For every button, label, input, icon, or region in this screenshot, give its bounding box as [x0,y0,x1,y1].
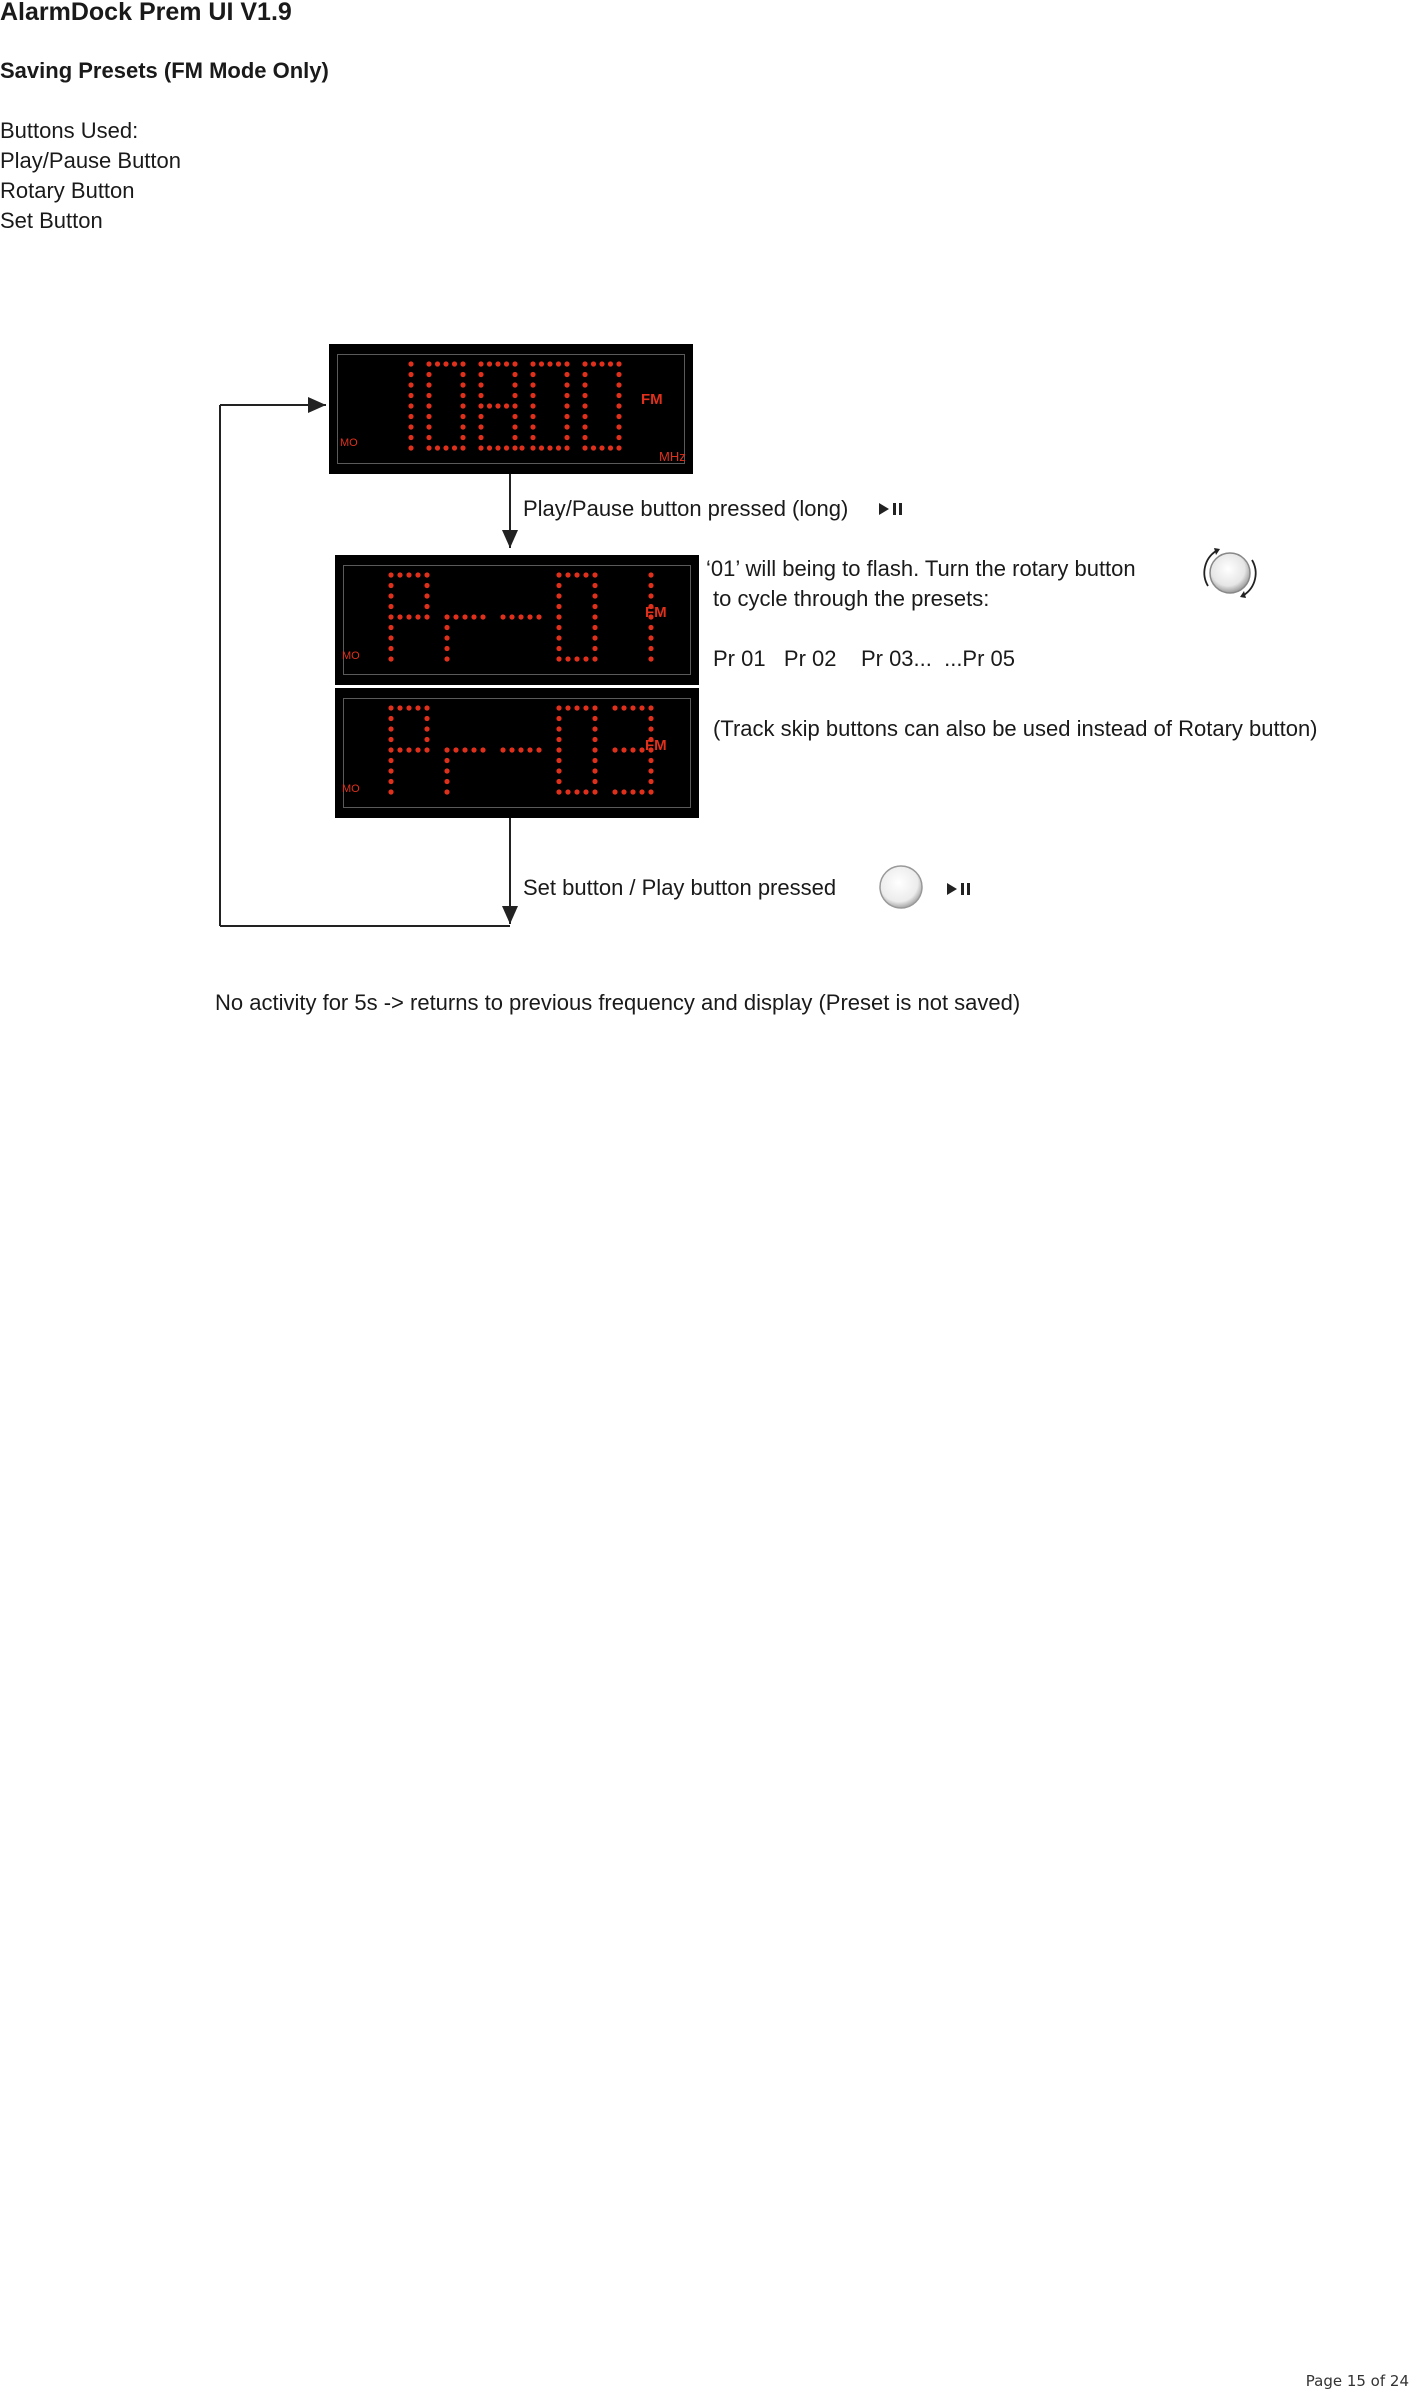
lcd-dot [582,372,587,377]
lcd-dot [556,716,561,721]
lcd-dot [426,372,431,377]
lcd-dot [426,445,431,450]
lcd-dot [564,382,569,387]
lcd-dot [462,614,467,619]
lcd-dot [630,747,635,752]
button-list-item: Play/Pause Button [0,148,182,173]
lcd-dot [556,635,561,640]
lcd-dot [621,705,626,710]
lcd-dot [388,705,393,710]
lcd-dot [388,572,393,577]
lcd-dot [582,414,587,419]
lcd-dot [406,747,411,752]
lcd-dot [565,656,570,661]
lcd-dot [574,656,579,661]
lcd-dot [648,656,653,661]
lcd-dot [539,361,544,366]
play-pause-icon [878,502,904,516]
buttons-used-heading: Buttons Used: [0,118,139,143]
lcd-dot [556,768,561,773]
lcd-dot [460,414,465,419]
lcd-dot [583,789,588,794]
lcd-dot [408,361,413,366]
lcd-dot [556,614,561,619]
lcd-dot [453,614,458,619]
lcd-dot [408,414,413,419]
lcd-dot [388,737,393,742]
lcd-dot [444,758,449,763]
lcd-dot [426,435,431,440]
timeout-note: No activity for 5s -> returns to previous frequency and display (Preset is not saved) [215,990,1021,1015]
lcd-dot [408,393,413,398]
lcd-dot [582,424,587,429]
lcd-dot [460,372,465,377]
play-pause-icon [946,882,972,896]
lcd-dot [424,716,429,721]
lcd-dot [564,424,569,429]
lcd-dot [556,789,561,794]
lcd-dot [478,435,483,440]
lcd-dot [530,403,535,408]
lcd-dot [471,747,476,752]
lcd-dot [539,445,544,450]
lcd-dot [408,435,413,440]
lcd-dot [388,625,393,630]
lcd-dot [582,393,587,398]
lcd-dot [504,361,509,366]
lcd-dot [648,583,653,588]
lcd-dot [582,435,587,440]
lcd-dot [478,393,483,398]
lcd-dot [530,361,535,366]
lcd-dot [435,361,440,366]
lcd-dot [512,445,517,450]
lcd-dot [444,747,449,752]
lcd-dot [478,445,483,450]
lcd-dot [599,361,604,366]
lcd-dot [564,361,569,366]
lcd-dot [556,361,561,366]
lcd-dot [406,572,411,577]
lcd-dot [388,646,393,651]
fm-indicator: FM [645,737,667,754]
lcd-dot [556,656,561,661]
fm-indicator: FM [645,604,667,621]
lcd-dot [648,635,653,640]
lcd-dot [556,604,561,609]
lcd-dot [462,747,467,752]
lcd-dot [582,361,587,366]
lcd-dot [444,789,449,794]
lcd-dot [536,747,541,752]
lcd-dot [460,435,465,440]
lcd-dot [388,583,393,588]
lcd-dot [583,656,588,661]
lcd-dot [406,614,411,619]
lcd-display-preset-01 [335,555,699,685]
lcd-dot [426,382,431,387]
lcd-dot [564,403,569,408]
lcd-dot [639,789,644,794]
lcd-dot [426,393,431,398]
lcd-dot [592,604,597,609]
lcd-dot [415,614,420,619]
lcd-dot [574,572,579,577]
lcd-dot [592,789,597,794]
lcd-dot [565,789,570,794]
lcd-dot [592,614,597,619]
lcd-dot [426,361,431,366]
lcd-dot [478,403,483,408]
lcd-dot [592,635,597,640]
lcd-dot [424,737,429,742]
lcd-dot [639,705,644,710]
lcd-dot [512,361,517,366]
lcd-dot [630,705,635,710]
lcd-dot [388,747,393,752]
lcd-dot [536,614,541,619]
lcd-dot [495,361,500,366]
lcd-dot [592,646,597,651]
lcd-dot [397,572,402,577]
lcd-dot [648,572,653,577]
lcd-dot [556,583,561,588]
page-number: Page 15 of 24 [1305,2372,1409,2390]
lcd-dot [621,789,626,794]
lcd-dot [592,705,597,710]
lcd-dot [460,445,465,450]
lcd-dot [583,705,588,710]
lcd-dot [460,403,465,408]
lcd-dot [547,361,552,366]
lcd-dot [397,747,402,752]
lcd-dot [478,361,483,366]
lcd-dot [556,572,561,577]
lcd-dot [460,424,465,429]
lcd-dot [487,445,492,450]
lcd-dot [388,656,393,661]
lcd-dot [512,414,517,419]
lcd-dot [388,604,393,609]
lcd-dot [530,372,535,377]
lcd-dot [512,403,517,408]
lcd-dot [424,726,429,731]
lcd-dot [592,625,597,630]
lcd-dot [512,393,517,398]
lcd-dot [444,768,449,773]
lcd-dot [648,768,653,773]
lcd-dot [592,758,597,763]
lcd-dot [495,403,500,408]
lcd-dot [480,614,485,619]
lcd-dot [608,361,613,366]
lcd-dot [512,435,517,440]
lcd-dot [612,747,617,752]
lcd-dot [500,614,505,619]
lcd-dot [616,393,621,398]
lcd-dot [592,583,597,588]
lcd-dot [592,747,597,752]
lcd-dot [480,747,485,752]
fm-indicator: FM [641,391,663,408]
lcd-dot [444,779,449,784]
lcd-dot [424,604,429,609]
lcd-dot [592,656,597,661]
lcd-dot [444,646,449,651]
lcd-dot [415,705,420,710]
lcd-dot [564,393,569,398]
button-list-item: Set Button [0,208,103,233]
lcd-dot [639,747,644,752]
lcd-dot [444,614,449,619]
lcd-dot [512,424,517,429]
lcd-dot [556,758,561,763]
lcd-dot [424,583,429,588]
mo-indicator: MO [342,783,360,795]
lcd-dot [415,747,420,752]
lcd-dot [599,445,604,450]
lcd-dot [460,361,465,366]
lcd-dot [452,445,457,450]
lcd-dot [478,414,483,419]
track-skip-note: (Track skip buttons can also be used instead of Rotary button) [713,716,1318,741]
lcd-dot [435,445,440,450]
lcd-dot [591,445,596,450]
lcd-dot [388,758,393,763]
lcd-dot [556,747,561,752]
lcd-dot [504,445,509,450]
lcd-dot [500,747,505,752]
lcd-dot [518,747,523,752]
lcd-dot [582,382,587,387]
lcd-dot [495,445,500,450]
lcd-dot [424,705,429,710]
lcd-dot [408,403,413,408]
lcd-dot [616,361,621,366]
lcd-dot [512,382,517,387]
lcd-dot [592,768,597,773]
lcd-dot [388,779,393,784]
section-title: Saving Presets (FM Mode Only) [0,58,329,83]
lcd-dot [408,382,413,387]
lcd-dot [592,716,597,721]
lcd-dot [612,789,617,794]
lcd-dot [443,361,448,366]
lcd-dot [648,726,653,731]
lcd-dot [556,726,561,731]
lcd-dot [582,403,587,408]
lcd-dot [616,435,621,440]
lcd-dot [630,789,635,794]
lcd-dot [592,726,597,731]
lcd-dot [591,361,596,366]
lcd-dot [388,789,393,794]
set-button-icon [876,862,926,912]
lcd-dot [592,572,597,577]
lcd-dot [444,625,449,630]
lcd-dot [388,614,393,619]
lcd-dot [424,572,429,577]
lcd-dot [556,593,561,598]
lcd-dot [388,726,393,731]
lcd-dot [406,705,411,710]
lcd-dot [616,403,621,408]
lcd-decimal-point [519,445,524,450]
lcd-dot [648,716,653,721]
lcd-dot [408,424,413,429]
lcd-dot [648,779,653,784]
lcd-dot [478,382,483,387]
lcd-dot [388,716,393,721]
lcd-dot [518,614,523,619]
lcd-dot [592,737,597,742]
lcd-dot [556,779,561,784]
lcd-dot [509,614,514,619]
lcd-dot [648,705,653,710]
lcd-dot [616,424,621,429]
lcd-dot [487,403,492,408]
lcd-dot [530,435,535,440]
lcd-dot [424,593,429,598]
lcd-dot [574,789,579,794]
document-title: AlarmDock Prem UI V1.9 [0,0,292,26]
mo-indicator: MO [342,650,360,662]
lcd-display-preset-03 [335,688,699,818]
lcd-dot [565,572,570,577]
lcd-dot [408,372,413,377]
lcd-dot [616,414,621,419]
rotary-knob-icon [1194,542,1266,604]
lcd-dot [408,445,413,450]
lcd-dot [648,646,653,651]
lcd-dot [415,572,420,577]
lcd-dot [424,614,429,619]
preset-sequence: Pr 01 Pr 02 Pr 03... ...Pr 05 [713,646,1016,671]
lcd-dot [504,403,509,408]
lcd-dot [648,789,653,794]
lcd-dot [397,614,402,619]
lcd-dot [592,779,597,784]
lcd-dot [564,435,569,440]
step-flash-instruction: ‘01’ will being to flash. Turn the rotary button [706,556,1136,581]
step-play-pause-long: Play/Pause button pressed (long) [523,496,849,521]
lcd-dot [388,768,393,773]
lcd-dot [608,445,613,450]
lcd-dot [574,705,579,710]
lcd-dot [443,445,448,450]
lcd-dot [564,445,569,450]
lcd-dot [530,393,535,398]
lcd-dot [564,414,569,419]
button-list-item: Rotary Button [0,178,135,203]
lcd-dot [556,737,561,742]
lcd-dot [556,705,561,710]
lcd-dot [453,747,458,752]
lcd-dot [621,747,626,752]
lcd-dot [556,625,561,630]
lcd-dot [478,372,483,377]
lcd-dot [444,656,449,661]
lcd-dot [388,635,393,640]
lcd-dot [648,758,653,763]
lcd-dot [547,445,552,450]
lcd-dot [426,403,431,408]
lcd-display-frequency [329,344,693,474]
lcd-dot [582,445,587,450]
mhz-indicator: MHz [659,449,686,464]
lcd-dot [612,705,617,710]
lcd-dot [460,393,465,398]
lcd-dot [444,635,449,640]
lcd-dot [530,382,535,387]
lcd-dot [564,372,569,377]
lcd-dot [426,414,431,419]
lcd-dot [460,382,465,387]
lcd-dot [478,424,483,429]
lcd-dot [592,593,597,598]
mo-indicator: MO [340,437,358,449]
lcd-dot [530,445,535,450]
lcd-dot [556,445,561,450]
lcd-dot [583,572,588,577]
step-set-button-pressed: Set button / Play button pressed [523,875,837,900]
lcd-dot [530,424,535,429]
lcd-dot [616,382,621,387]
lcd-dot [397,705,402,710]
lcd-dot [509,747,514,752]
lcd-dot [565,705,570,710]
lcd-dot [452,361,457,366]
lcd-dot [648,625,653,630]
lcd-dot [556,646,561,651]
lcd-dot [616,372,621,377]
lcd-dot-matrix [329,344,693,474]
lcd-dot [527,747,532,752]
step-cycle-instruction: to cycle through the presets: [713,586,990,611]
lcd-dot [530,414,535,419]
lcd-dot [527,614,532,619]
lcd-dot [388,593,393,598]
lcd-dot [512,372,517,377]
lcd-dot [487,361,492,366]
lcd-dot [616,445,621,450]
lcd-dot [648,593,653,598]
lcd-dot [471,614,476,619]
lcd-dot [426,424,431,429]
lcd-dot [424,747,429,752]
